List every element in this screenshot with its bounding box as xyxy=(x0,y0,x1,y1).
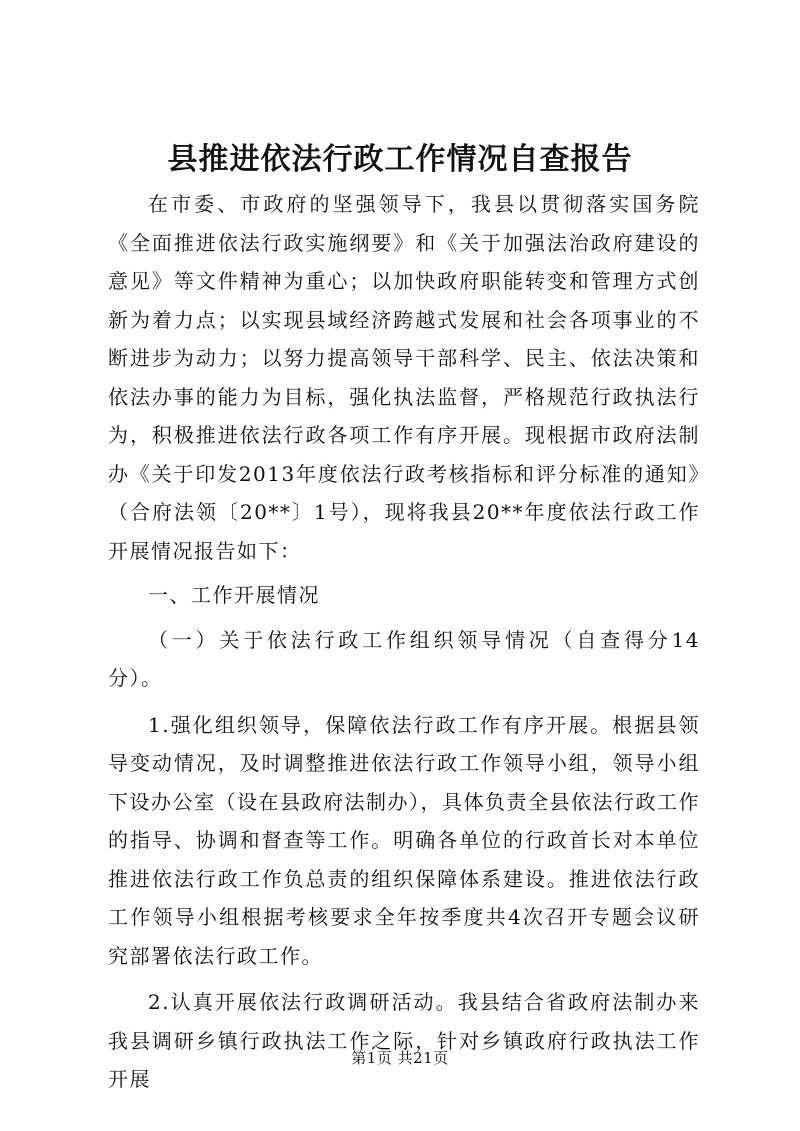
page-footer: 第1页 共21页 xyxy=(351,1049,449,1067)
document-title: 县推进依法行政工作情况自查报告 xyxy=(167,142,633,177)
subsection-heading: （一）关于依法行政工作组织领导情况（自查得分14分）。 xyxy=(108,627,700,690)
intro-paragraph: 在市委、市政府的坚强领导下，我县以贯彻落实国务院《全面推进依法行政实施纲要》和《关于加强法治政府建设的意见》等文件精神为重心；以加快政府职能转变和管理方式创新为着力点；以实现县域经济跨越式发展和社会各项事业的不断进步为动力；以努力提高领导干部科学、民主、依法决策和依法办事的能力为目标，强化执法监督，严格规范行政执法行为，积极推进依法行政各项工作有序开展。现根据市政府法制办《关于印发2013年度依法行政考核指标和评分标准的通知》（合府法领〔20**〕1号），现将我县20**年度依法行政工作开展情况报告如下： xyxy=(108,192,700,563)
body-paragraph: 1.强化组织领导，保障依法行政工作有序开展。根据县领导变动情况，及时调整推进依法行政工作领导小组，领导小组下设办公室（设在县政府法制办），具体负责全县依法行政工作的指导、协调和督查等工作。明确各单位的行政首长对本单位推进依法行政工作负总责的组织保障体系建设。推进依法行政工作领导小组根据考核要求全年按季度共4次召开专题会议研究部署依法行政工作。 xyxy=(108,712,700,968)
body-paragraph: 2.认真开展依法行政调研活动。我县结合省政府法制办来我县调研乡镇行政执法工作之际，针对乡镇政府行政执法工作开展 xyxy=(108,990,700,1091)
document-body xyxy=(108,185,700,1099)
section-heading: 一、工作开展情况 xyxy=(148,583,320,607)
